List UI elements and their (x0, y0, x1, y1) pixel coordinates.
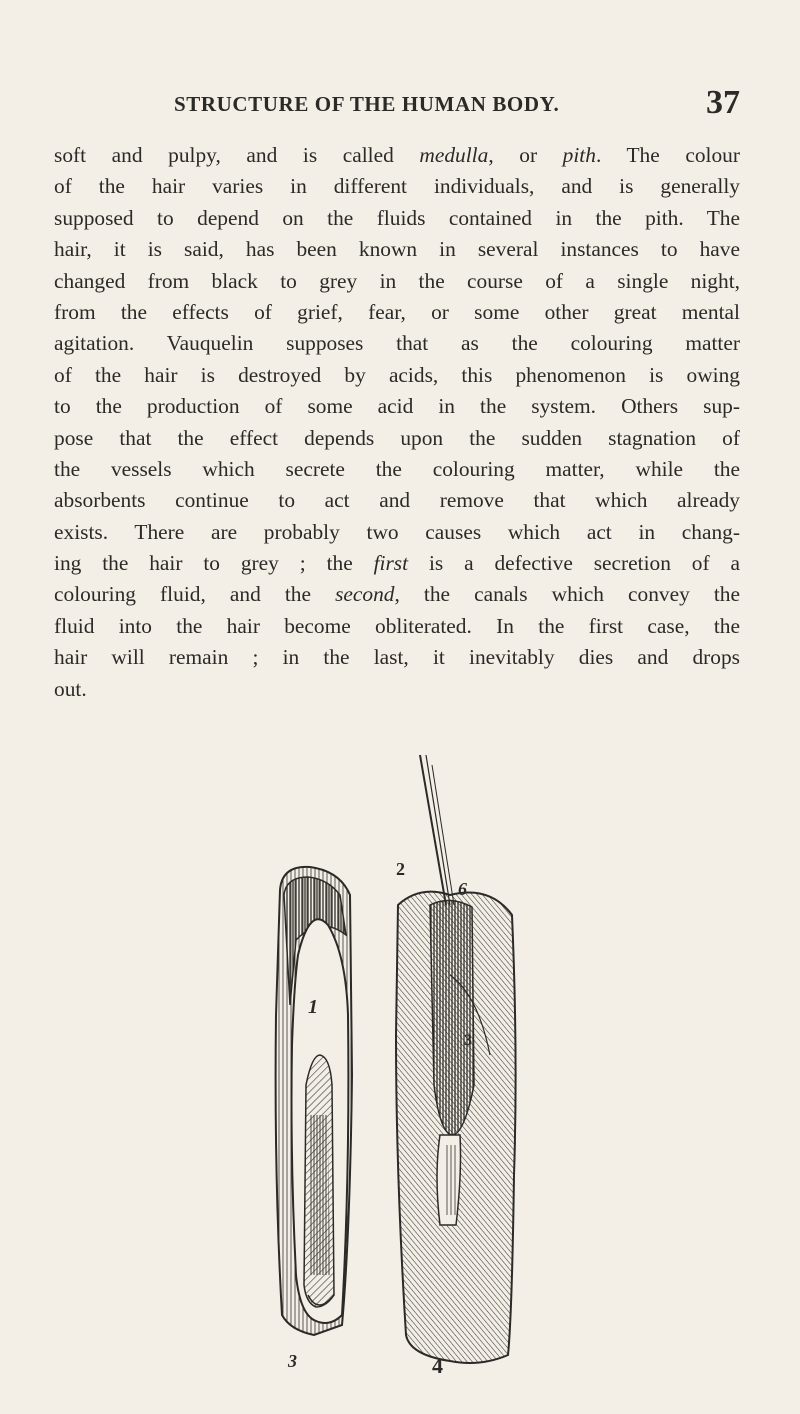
running-title: STRUCTURE OF THE HUMAN BODY. (174, 92, 560, 116)
text-line: out. (54, 676, 87, 701)
text-line: hair will remain ; in the last, it inevitably dies and drops (54, 645, 740, 670)
text-line: exists. There are probably two causes which act in chang- (54, 519, 740, 544)
hair-follicle-engraving (250, 755, 540, 1375)
text-line: to the production of some acid in the system. Others sup- (54, 394, 740, 419)
figure-label-2: 2 (396, 859, 405, 879)
figure-caption: 4 (432, 1353, 443, 1378)
text-line: from the effects of grief, fear, or some other great mental (54, 299, 740, 324)
text-line: changed from black to grey in the course of a single night, (54, 268, 740, 293)
body-paragraph (54, 140, 740, 705)
text-line: supposed to depend on the fluids contained in the pith. The (54, 205, 740, 230)
text-line: of the hair varies in different individuals, and is generally (54, 174, 740, 199)
text-line: colouring fluid, and the second, the canals which convey the (54, 582, 740, 607)
text-line: of the hair is destroyed by acids, this phenomenon is owing (54, 362, 740, 387)
page-number: 37 (706, 84, 740, 121)
figure-label-6: 6 (458, 879, 467, 899)
text-line: agitation. Vauquelin supposes that as the colouring matter (54, 331, 740, 356)
italic-term-second: second (335, 582, 395, 607)
text-line: fluid into the hair become obliterated. In the first case, the (54, 613, 740, 638)
italic-term-pith: pith (562, 143, 596, 167)
text-line: soft and pulpy, and is called medulla, or pith. The colour (54, 143, 740, 167)
text-line: hair, it is said, has been known in several instances to have (54, 237, 740, 262)
figure-label-1: 1 (308, 996, 318, 1018)
text-line: pose that the effect depends upon the sudden stagnation of (54, 425, 740, 450)
running-head (54, 84, 740, 122)
text-line: absorbents continue to act and remove that which already (54, 488, 740, 513)
figure-label-3-right: 3 (464, 1032, 472, 1049)
figure-label-3-left: 3 (288, 1351, 297, 1371)
italic-term-medulla: medulla (419, 143, 489, 167)
italic-term-first: first (373, 551, 409, 576)
follicle-left (276, 867, 352, 1335)
text-line: ing the hair to grey ; the first is a defective secretion of a (54, 551, 740, 576)
follicle-right (396, 755, 516, 1363)
text-line: the vessels which secrete the colouring matter, while the (54, 456, 740, 481)
